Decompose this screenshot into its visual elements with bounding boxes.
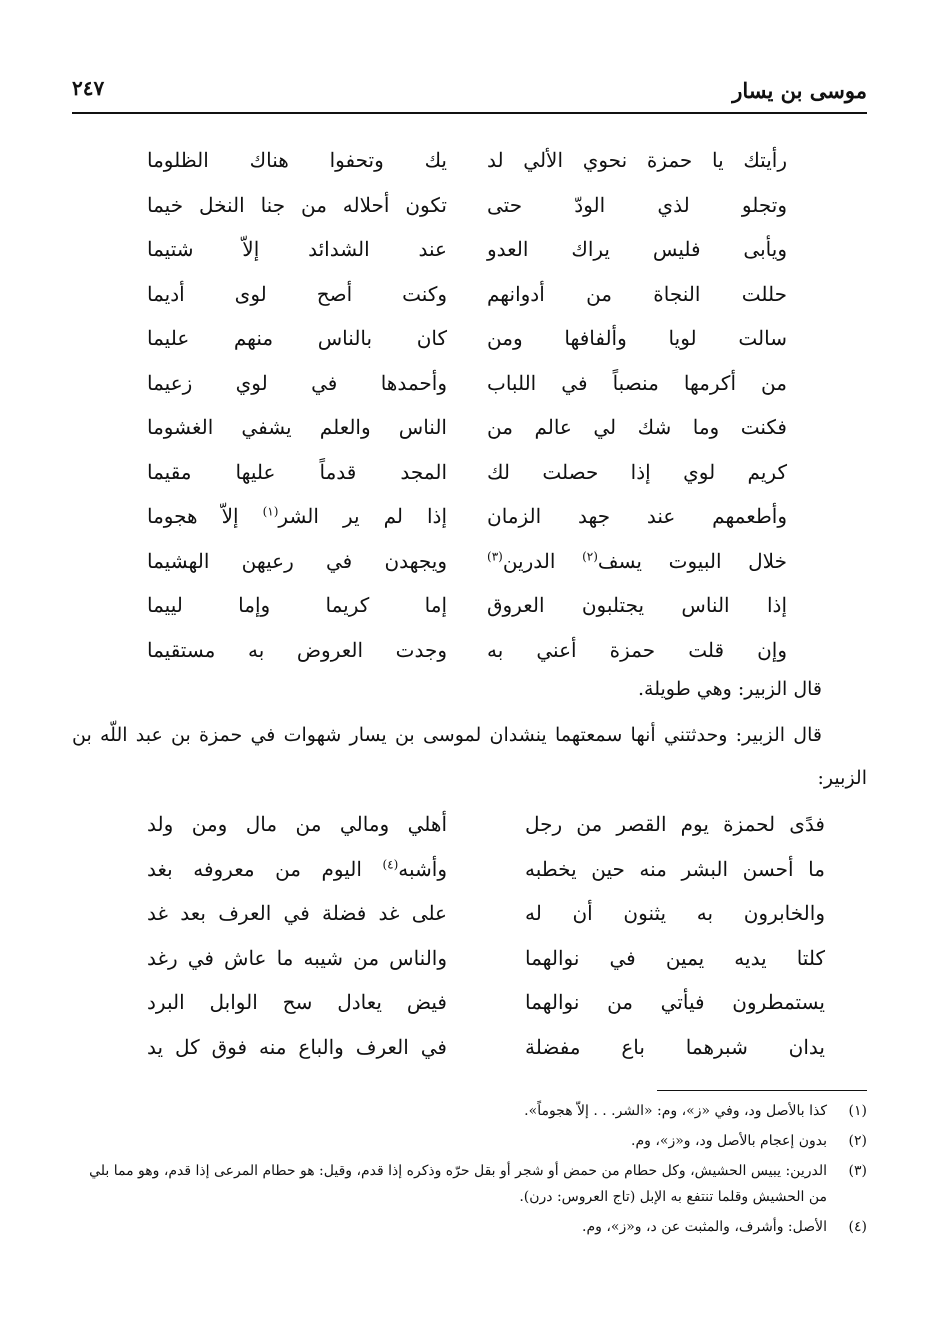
hemistich-text: اليوم من معروفه بغد — [147, 856, 383, 881]
hemistich-second: الناس والعلم يشفي الغشوما — [147, 415, 447, 439]
hemistich-text: خلال البيوت يسف — [597, 548, 787, 573]
hemistich-first: وأطعمهم عند جهد الزمان — [487, 504, 787, 528]
prose-paragraph: قال الزبير: وهي طويلة. — [637, 678, 822, 700]
footnote-text: بدون إعجام بالأصل ود، و«ز»، وم. — [631, 1133, 827, 1149]
footnote-item — [72, 1158, 867, 1210]
hemistich-first: من أكرمها منصباً في اللباب — [487, 370, 787, 395]
verse-line — [72, 140, 867, 185]
verse-line — [72, 274, 867, 319]
hemistich-second — [147, 504, 447, 528]
verse-line — [72, 849, 867, 894]
footnote-rule — [657, 1090, 867, 1091]
page-header — [72, 72, 867, 108]
verse-line — [72, 496, 867, 541]
verse-line — [72, 318, 867, 363]
footnote-number: (١) — [848, 1103, 867, 1119]
hemistich-first: كلتا يديه يمين في نوالهما — [525, 945, 825, 970]
verse-line — [72, 363, 867, 408]
verse-line — [72, 804, 867, 849]
hemistich-second: وجدت العروض به مستقيما — [147, 637, 447, 662]
hemistich-second: ويجهدن في رعيهن الهشيما — [147, 548, 447, 573]
hemistich-second: كان بالناس منهم عليما — [147, 326, 447, 350]
hemistich-first: رأيتك يا حمزة نحوي الألي لد — [487, 148, 787, 172]
hemistich-text: إلاّ هجوما — [147, 504, 263, 528]
verse-line — [72, 541, 867, 586]
hemistich-second: المجد قدماً عليها مقيما — [147, 459, 447, 484]
footnote-item — [72, 1214, 867, 1240]
hemistich-text: وأشبه — [398, 856, 447, 881]
hemistich-first: إذا الناس يجتلبون العروق — [487, 593, 787, 617]
hemistich-first — [487, 549, 787, 573]
footnote-ref[interactable]: (٢) — [582, 548, 598, 563]
poem-first — [72, 140, 867, 674]
prose-paragraph: قال الزبير: وحدثتني أنها سمعتهما ينشدان لموسى بن يسار شهوات في حمزة بن عبد اللّه بن الزبير: — [72, 724, 867, 789]
header-rule — [72, 112, 867, 114]
hemistich-second: في العرف والباع منه فوق كل يد — [147, 1034, 447, 1059]
hemistich-second: أهلي ومالي من مال ومن ولد — [147, 812, 447, 836]
hemistich-first: يستمطرون فيأتي من نوالهما — [525, 990, 825, 1014]
hemistich-first: والخابرون به يثنون أن له — [525, 901, 825, 925]
hemistich-second: والناس من شيبه ما عاش في رغد — [147, 945, 447, 970]
verse-line — [72, 452, 867, 497]
footnote-ref[interactable]: (٤) — [382, 856, 399, 871]
verse-line — [72, 938, 867, 983]
hemistich-second: وأحمدها في لوي زعيما — [147, 370, 447, 395]
poem-second — [72, 804, 867, 1071]
hemistich-first: وتجلو لذي الودّ حتى — [487, 192, 787, 217]
hemistich-first: ما أحسن البشر منه حين يخطبه — [525, 856, 825, 881]
hemistich-second: يك وتحفوا هناك الظلوما — [147, 148, 447, 172]
hemistich-second: على غد فضلة في العرف بعد غد — [147, 901, 447, 925]
footnote-number: (٤) — [848, 1219, 867, 1235]
hemistich-second: فيض يعادل سح الوابل البرد — [147, 990, 447, 1014]
footnote-text: الأصل: وأشرف، والمثبت عن د، و«ز»، وم. — [582, 1219, 827, 1235]
verse-line — [72, 982, 867, 1027]
footnote-number: (٣) — [848, 1163, 867, 1179]
footnote-item — [72, 1128, 867, 1154]
hemistich-first: فكنت وما شك لي عالم من — [487, 415, 787, 439]
verse-line — [72, 185, 867, 230]
hemistich-first: وإن قلت حمزة أعني به — [487, 637, 787, 662]
hemistich-second — [147, 857, 447, 881]
hemistich-first: حللت النجاة من أدوانهم — [487, 281, 787, 306]
footnote-ref[interactable]: (١) — [262, 504, 279, 519]
hemistich-first: كريم لوي إذا حصلت لك — [487, 459, 787, 484]
footnote-item — [72, 1098, 867, 1124]
hemistich-second: تكون أحلاله من جنا النخل خيما — [147, 192, 447, 217]
hemistich-second: عند الشدائد إلاّ شتيما — [147, 237, 447, 261]
verse-line — [72, 893, 867, 938]
footnotes — [72, 1098, 867, 1244]
page-number: ٢٤٧ — [72, 76, 105, 100]
hemistich-first: سالت لويا وألفافها ومن — [487, 326, 787, 350]
verse-line — [72, 585, 867, 630]
verse-line — [72, 407, 867, 452]
footnote-number: (٢) — [848, 1133, 867, 1149]
hemistich-text: إذا لم ير الشر — [278, 504, 448, 528]
running-title: موسى بن يسار — [732, 78, 867, 103]
hemistich-second: إما كريما وإما لييما — [147, 593, 447, 617]
footnote-text: الدرين: يبيس الحشيش، وكل حطام من حمض أو شجر أو بقل حرّه وذكره إذا قدم، وقيل: هو حطام المرعى إذا قدم، وهو مما بلي من الحشيش وقلما تنتفع به الإبل (تاج العروس: درن). — [89, 1163, 827, 1205]
footnote-ref[interactable]: (٣) — [487, 548, 503, 563]
hemistich-first: يدان شبرهما باع مفضلة — [525, 1034, 825, 1059]
hemistich-text: الدرين — [502, 548, 583, 573]
hemistich-second: وكنت أصح لوى أديما — [147, 281, 447, 306]
hemistich-first: ويأبى فليس يراك العدو — [487, 237, 787, 261]
verse-line — [72, 1027, 867, 1072]
verse-line — [72, 229, 867, 274]
hemistich-first: فدًى لحمزة يوم القصر من رجل — [525, 812, 825, 836]
footnote-text: كذا بالأصل ود، وفي «ز»، وم: «الشر. . . إلاّ هجوماً». — [524, 1103, 827, 1119]
